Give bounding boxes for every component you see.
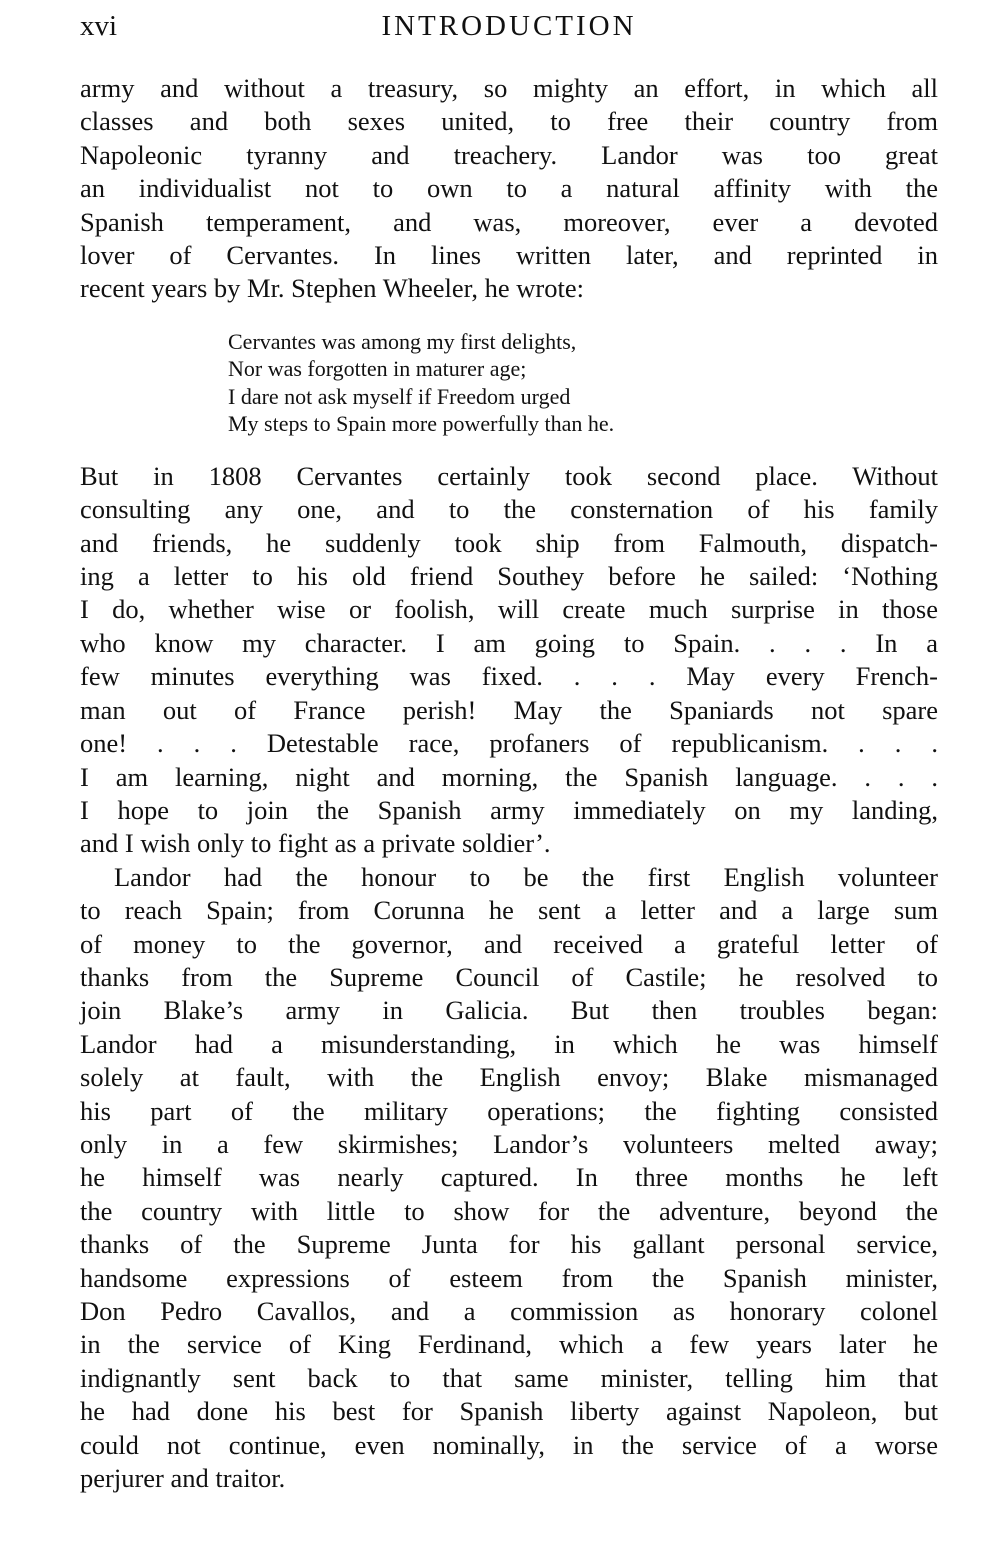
verse-quotation [228, 328, 938, 438]
text-line: and friends, he suddenly took ship from Falmouth, dispatch- [80, 527, 938, 558]
text-line: army and without a treasury, so mighty an effort, in which all [80, 73, 938, 103]
text-line: classes and both sexes united, to free their country from [80, 106, 938, 137]
text-line: in the service of King Ferdinand, which a few years later he [80, 1329, 938, 1360]
text-line: to reach Spain; from Corunna he sent a letter and a large sum [80, 895, 938, 926]
text-line: man out of France perish! May the Spaniards not spare [80, 694, 938, 725]
verse-line: Cervantes was among my first delights, [228, 328, 577, 354]
text-line: he himself was nearly captured. In three months he left [80, 1162, 938, 1193]
paragraph [80, 861, 938, 1496]
page-body [80, 72, 938, 1495]
text-line: Landor had a misunderstanding, in which he was himself [80, 1028, 938, 1059]
text-line: handsome expressions of esteem from the Spanish minister, [80, 1262, 938, 1293]
text-line: few minutes everything was fixed. . . . May every French- [80, 661, 938, 692]
text-line: ing a letter to his old friend Southey before he sailed: ‘Nothing [80, 561, 938, 592]
verse-line: My steps to Spain more powerfully than he. [228, 411, 615, 437]
text-line: I do, whether wise or foolish, will create much surprise in those [80, 594, 938, 625]
text-line: Landor had the honour to be the first English volunteer [114, 861, 938, 892]
text-line: who know my character. I am going to Spain. . . . In a [80, 627, 938, 658]
text-line: he had done his best for Spanish liberty against Napoleon, but [80, 1396, 938, 1427]
text-line: and I wish only to fight as a private soldier’. [80, 828, 551, 859]
running-title: INTRODUCTION [381, 10, 637, 42]
paragraph [80, 460, 938, 861]
book-page [80, 8, 938, 1495]
text-line: an individualist not to own to a natural affinity with the [80, 173, 938, 204]
text-line: consulting any one, and to the consternation of his family [80, 494, 938, 525]
text-line: his part of the military operations; the fighting consisted [80, 1095, 938, 1126]
text-line: of money to the governor, and received a grateful letter of [80, 928, 938, 959]
text-line: Napoleonic tyranny and treachery. Landor was too great [80, 139, 938, 170]
text-line: thanks from the Supreme Council of Castile; he resolved to [80, 961, 938, 992]
text-line: could not continue, even nominally, in the service of a worse [80, 1429, 938, 1460]
text-line: lover of Cervantes. In lines written later, and reprinted in [80, 240, 938, 271]
text-line: I hope to join the Spanish army immediately on my landing, [80, 794, 938, 825]
text-line: indignantly sent back to that same minister, telling him that [80, 1362, 938, 1393]
paragraph [80, 72, 938, 306]
text-line: one! . . . Detestable race, profaners of republicanism. . . . [80, 728, 938, 759]
text-line: perjurer and traitor. [80, 1463, 286, 1494]
text-line: Don Pedro Cavallos, and a commission as honorary colonel [80, 1296, 938, 1326]
text-line: solely at fault, with the English envoy; Blake mismanaged [80, 1062, 938, 1093]
text-line: only in a few skirmishes; Landor’s volunteers melted away; [80, 1128, 938, 1159]
text-line: recent years by Mr. Stephen Wheeler, he wrote: [80, 273, 584, 304]
text-line: Spanish temperament, and was, moreover, ever a devoted [80, 206, 938, 237]
text-line: the country with little to show for the adventure, beyond the [80, 1195, 938, 1226]
text-line: thanks of the Supreme Junta for his gallant personal service, [80, 1229, 938, 1260]
page-number: xvi [80, 10, 118, 42]
verse-line: Nor was forgotten in maturer age; [228, 356, 527, 382]
verse-line: I dare not ask myself if Freedom urged [228, 383, 571, 409]
text-line: But in 1808 Cervantes certainly took second place. Without [80, 460, 938, 491]
page-header [80, 8, 938, 48]
text-line: join Blake’s army in Galicia. But then troubles began: [80, 995, 938, 1026]
text-line: I am learning, night and morning, the Spanish language. . . . [80, 761, 938, 792]
